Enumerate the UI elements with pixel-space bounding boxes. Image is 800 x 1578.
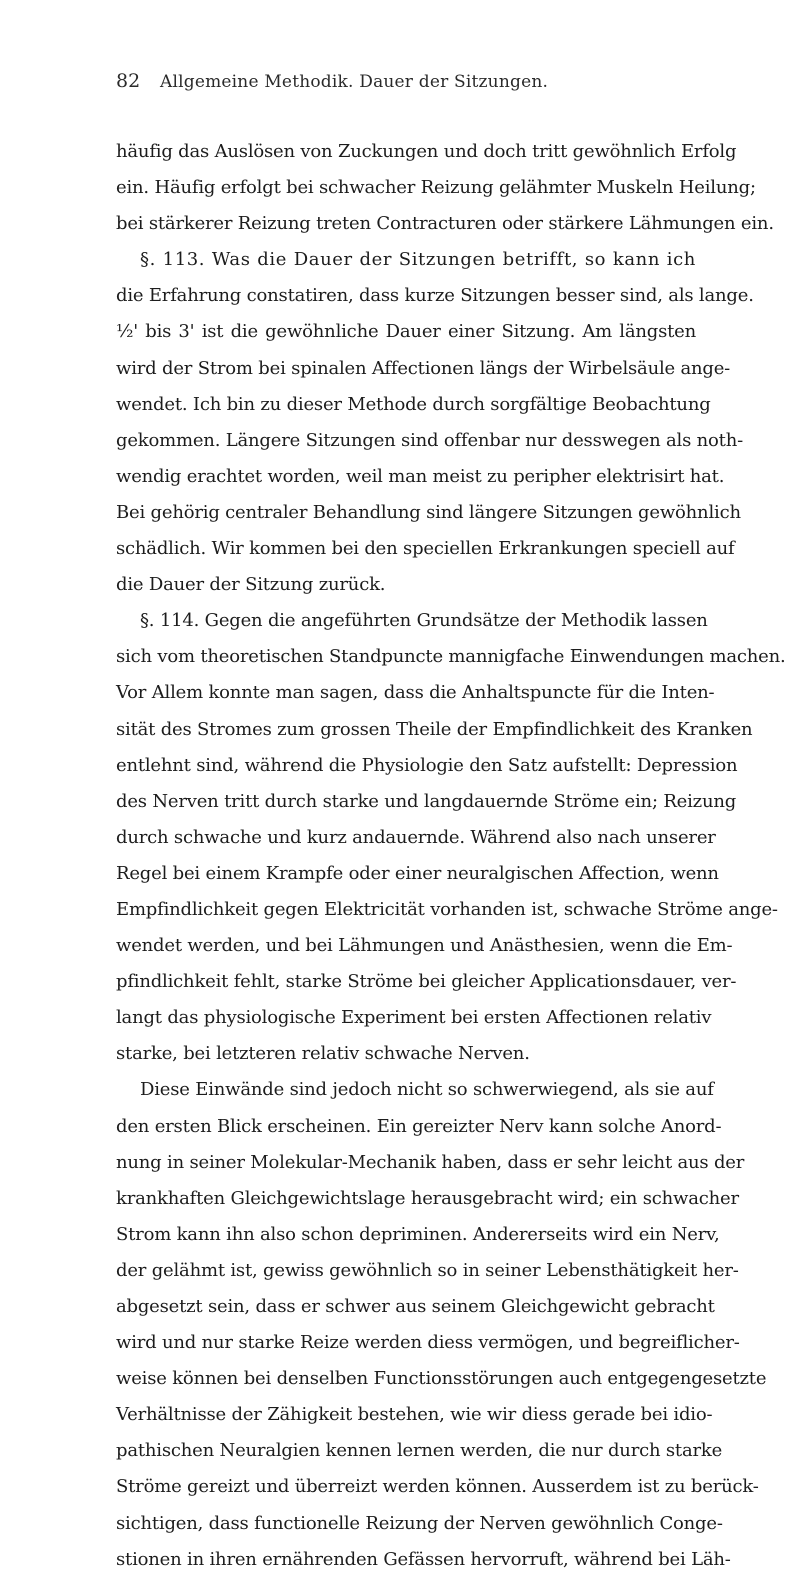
text-line: nung in seiner Molekular-Mechanik haben, dass er sehr leicht aus der bbox=[116, 1151, 745, 1173]
text-line: Vor Allem konnte man sagen, dass die Anhaltspuncte für die Inten- bbox=[116, 682, 715, 704]
text-line: ein. Häufig erfolgt bei schwacher Reizung gelähmter Muskeln Heilung; bbox=[116, 177, 756, 199]
text-line: krankhaften Gleichgewichtslage herausgebracht wird; ein schwacher bbox=[116, 1187, 739, 1209]
body-text bbox=[116, 134, 786, 1578]
text-line: sichtigen, dass functionelle Reizung der Nerven gewöhnlich Conge- bbox=[116, 1512, 723, 1534]
text-line: wendet. Ich bin zu dieser Methode durch sorgfältige Beobachtung bbox=[116, 393, 711, 415]
text-line: durch schwache und kurz andauernde. Während also nach unserer bbox=[116, 826, 716, 848]
text-line: abgesetzt sein, dass er schwer aus seinem Gleichgewicht gebracht bbox=[116, 1296, 715, 1317]
text-line: weise können bei denselben Functionsstörungen auch entgegengesetzte bbox=[116, 1368, 767, 1390]
text-line: des Nerven tritt durch starke und langdauernde Ströme ein; Reizung bbox=[116, 790, 737, 812]
page-number: 82 bbox=[116, 70, 141, 92]
text-line: wendet werden, und bei Lähmungen und Anästhesien, wenn die Em- bbox=[116, 935, 733, 957]
text-line: Strom kann ihn also schon depriminen. Andererseits wird ein Nerv, bbox=[116, 1223, 720, 1245]
text-line: wendig erachtet worden, weil man meist zu peripher elektrisirt hat. bbox=[116, 465, 725, 487]
section-113-heading-line: §. 113. Was die Dauer der Sitzungen betrifft, so kann ich bbox=[140, 249, 696, 271]
text-line: wird und nur starke Reize werden diess vermögen, und begreiflicher- bbox=[116, 1332, 740, 1354]
text-line: bei stärkerer Reizung treten Contracturen oder stärkere Lähmungen ein. bbox=[116, 213, 774, 235]
text-line: sich vom theoretischen Standpuncte mannigfache Einwendungen machen. bbox=[116, 646, 786, 668]
text-line: entlehnt sind, während die Physiologie den Satz aufstellt: Depression bbox=[116, 754, 738, 776]
text-line: wird der Strom bei spinalen Affectionen längs der Wirbelsäule ange- bbox=[116, 357, 731, 379]
text-line: gekommen. Längere Sitzungen sind offenbar nur desswegen als noth- bbox=[116, 429, 743, 451]
text-line: die Erfahrung constatiren, dass kurze Sitzungen besser sind, als lange. bbox=[116, 285, 754, 307]
text-line: häufig das Auslösen von Zuckungen und doch tritt gewöhnlich Erfolg bbox=[116, 141, 737, 162]
text-line: den ersten Blick erscheinen. Ein gereizter Nerv kann solche Anord- bbox=[116, 1115, 722, 1137]
text-line: starke, bei letzteren relativ schwache Nerven. bbox=[116, 1043, 530, 1065]
text-line: sität des Stromes zum grossen Theile der Empfindlichkeit des Kranken bbox=[116, 718, 753, 740]
text-line: Bei gehörig centraler Behandlung sind längere Sitzungen gewöhnlich bbox=[116, 501, 741, 523]
section-114-heading-line: §. 114. Gegen die angeführten Grundsätze der Methodik lassen bbox=[140, 610, 708, 632]
text-line: Verhältnisse der Zähigkeit bestehen, wie wir diess gerade bei idio- bbox=[116, 1404, 713, 1426]
text-line: langt das physiologische Experiment bei ersten Affectionen relativ bbox=[116, 1007, 712, 1029]
text-line: Ströme gereizt und überreizt werden können. Ausserdem ist zu berück- bbox=[116, 1476, 759, 1498]
text-line: Regel bei einem Krampfe oder einer neuralgischen Affection, wenn bbox=[116, 862, 719, 884]
running-title: Allgemeine Methodik. Dauer der Sitzungen. bbox=[160, 72, 549, 92]
text-line: Empfindlichkeit gegen Elektricität vorhanden ist, schwache Ströme ange- bbox=[116, 898, 778, 920]
running-head bbox=[116, 70, 696, 100]
text-line: pfindlichkeit fehlt, starke Ströme bei gleicher Applicationsdauer, ver- bbox=[116, 971, 737, 993]
text-line: der gelähmt ist, gewiss gewöhnlich so in seiner Lebensthätigkeit her- bbox=[116, 1259, 739, 1281]
text-line: pathischen Neuralgien kennen lernen werden, die nur durch starke bbox=[116, 1440, 723, 1462]
paragraph-start-line: Diese Einwände sind jedoch nicht so schwerwiegend, als sie auf bbox=[140, 1079, 714, 1101]
text-line: stionen in ihren ernährenden Gefässen hervorruft, während bei Läh- bbox=[116, 1548, 731, 1570]
text-line: die Dauer der Sitzung zurück. bbox=[116, 574, 386, 596]
text-line: ½' bis 3' ist die gewöhnliche Dauer einer Sitzung. Am längsten bbox=[116, 321, 696, 343]
text-line: schädlich. Wir kommen bei den speciellen Erkrankungen speciell auf bbox=[116, 538, 735, 560]
